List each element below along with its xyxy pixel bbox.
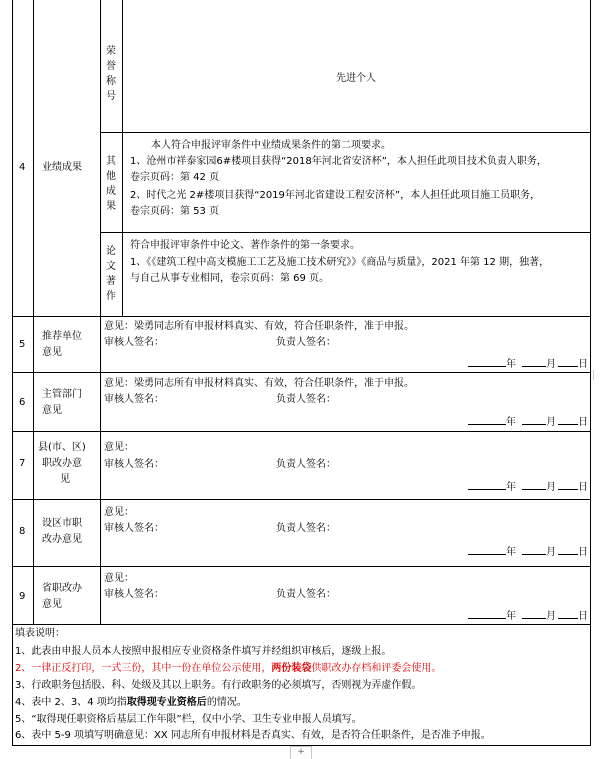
papers-label: 论文著作: [106, 246, 116, 302]
row-label: 意见: [42, 405, 62, 416]
note-item: 3、行政职务包括股、科、处级及其以上职务。有行政职务的必须填写，否则视为弄虚作假。: [15, 680, 422, 691]
page-marker: +: [290, 746, 312, 759]
row-label: 见: [60, 474, 70, 485]
row-label: 推荐单位: [42, 331, 82, 342]
row-label: 设区市职: [42, 518, 82, 529]
date-line[interactable]: 年 月 日: [468, 412, 588, 430]
note-item: 6、表中 5-9 项填写明确意见：XX 同志所有申报材料是否真实、有效，是否符合任职条件，是否准予申报。: [15, 730, 491, 741]
row-number: 7: [19, 458, 26, 469]
date-line[interactable]: 年 月 日: [468, 542, 588, 560]
leader-signature[interactable]: 负责人签名：: [276, 589, 336, 600]
row-label: 主管部门: [42, 389, 82, 400]
opinion-text: 意见：梁勇同志所有申报材料真实、有效，符合任职条件，准于申报。: [104, 378, 414, 389]
opinion-text: 意见：: [104, 507, 134, 518]
note-item: 1、此表由申报人员本人按照申报相应专业资格条件填写并经组织审核后，逐级上报。: [15, 646, 392, 657]
honor-label: 荣誉称号: [106, 46, 116, 102]
row-number: 5: [19, 339, 26, 350]
honor-value: 先进个人: [336, 73, 376, 84]
leader-signature[interactable]: 负责人签名：: [276, 459, 336, 470]
leader-signature[interactable]: 负责人签名：: [276, 523, 336, 534]
row-label: 县(市、区): [38, 442, 86, 453]
row-label: 意见: [42, 347, 62, 358]
date-line[interactable]: 年 月 日: [468, 477, 588, 495]
note-item: 2、一律正反打印，一式三份，其中一份在单位公示使用，两份装袋供职改办存档和评委会使用。: [15, 663, 442, 674]
notes-title: 填表说明：: [15, 628, 65, 639]
leader-signature[interactable]: 负责人签名：: [276, 394, 336, 405]
row-label: 改办意见: [42, 534, 82, 545]
leader-signature[interactable]: 负责人签名：: [276, 337, 336, 348]
row-number: 9: [19, 591, 26, 602]
opinion-text: 意见：梁勇同志所有申报材料真实、有效，符合任职条件，准于申报。: [104, 321, 414, 332]
reviewer-signature[interactable]: 审核人签名：: [104, 523, 164, 534]
date-line[interactable]: 年 月 日: [468, 354, 588, 372]
date-line[interactable]: 年 月 日: [468, 606, 588, 624]
note-item: 4、表中 2、3、4 项均指取得现专业资格后的情况。: [15, 697, 247, 708]
opinion-text: 意见：: [104, 442, 134, 453]
reviewer-signature[interactable]: 审核人签名：: [104, 459, 164, 470]
row-number: 4: [19, 162, 26, 173]
opinion-text: 意见：: [104, 573, 134, 584]
row-number: 6: [19, 397, 26, 408]
row-number: 8: [19, 526, 26, 537]
reviewer-signature[interactable]: 审核人签名：: [104, 589, 164, 600]
other-achievements-label: 其他成果: [106, 156, 116, 212]
row-label: 意见: [42, 599, 62, 610]
reviewer-signature[interactable]: 审核人签名：: [104, 394, 164, 405]
row-label: 职改办意: [42, 458, 82, 469]
reviewer-signature[interactable]: 审核人签名：: [104, 337, 164, 348]
row-label: 业绩成果: [42, 162, 82, 173]
page-edge: [593, 370, 594, 380]
note-item: 5、“取得现任职资格后基层工作年限”栏，仅中小学、卫生专业申报人员填写。: [15, 714, 362, 725]
row-label: 省职改办: [42, 583, 82, 594]
